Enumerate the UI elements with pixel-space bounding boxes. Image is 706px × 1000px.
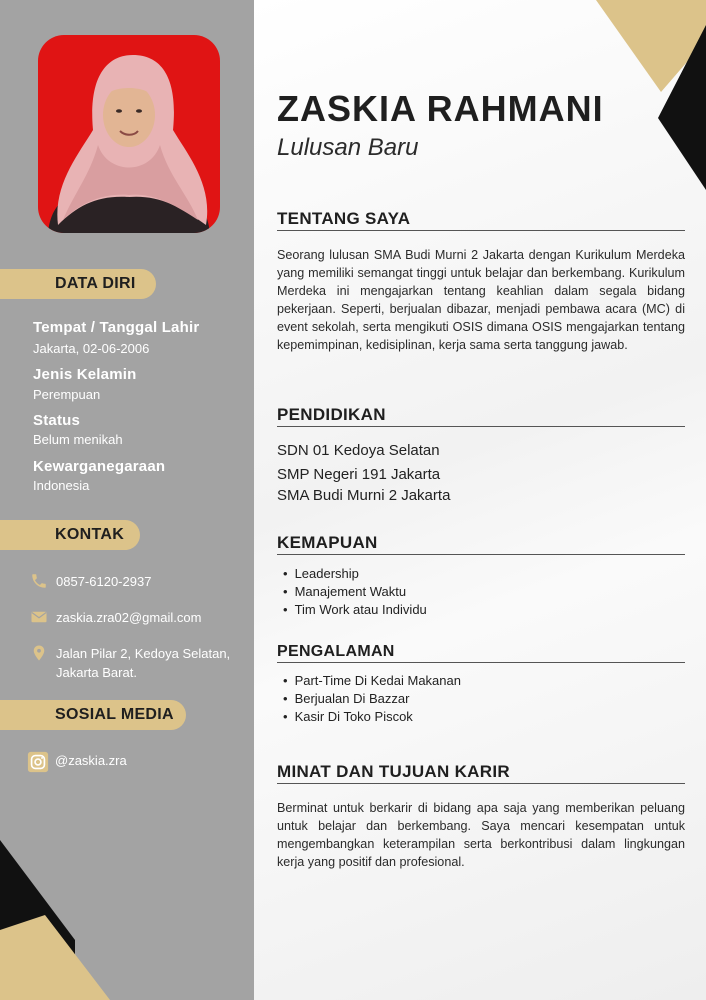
about-text: Seorang lulusan SMA Budi Murni 2 Jakarta dengan Kurikulum Merdeka yang memiliki semangat tinggi untuk belajar dan berkembang. Kurikulum Merdeka ini mengajarkan tentang keahlian dalam segala bidang pekerjaan. Seperti, berjualan dibazar, menjadi pembawa acara (MC) di event sekolah, serta mengikuti OSIS dimana OSIS mengajarkan tentang kepemimpinan, kedisiplinan, kerja sama serta tanggung jawab. [277,248,685,352]
birth-label: Tempat / Tanggal Lahir [33,319,200,336]
sosial-media-heading: SOSIAL MEDIA [0,700,186,730]
address-row [30,644,230,682]
skill-item: • Tim Work atau Individu [283,601,427,619]
address [56,644,230,682]
address-line-1: Jalan Pilar 2, Kedoya Selatan, [56,646,231,661]
experience-heading: PENGALAMAN [277,643,685,663]
corner-decoration [0,820,254,1000]
data-diri-heading: DATA DIRI [0,269,156,299]
education-item-2: SMP Negeri 191 Jakarta [277,466,441,483]
career-text: Berminat untuk berkarir di bidang apa saja yang memberikan peluang untuk belajar dan berkembang. Saya mencari kesempatan untuk mengembangkan keterampilan serta berkontribusi dalam lingkungan kerja yang positif dan profesional. [277,801,685,869]
experience-item: • Part-Time Di Kedai Makanan [283,672,461,690]
career-heading: MINAT DAN TUJUAN KARIR [277,762,685,784]
status-value: Belum menikah [33,432,123,447]
instagram-icon [27,751,49,773]
location-pin-icon [30,644,48,662]
address-line-2: Jakarta Barat. [56,665,137,680]
status-label: Status [33,412,81,429]
mail-icon [30,608,48,626]
full-name: ZASKIA RAHMANI [277,88,604,129]
citizenship-label: Kewarganegaraan [33,458,166,475]
phone-row [30,572,151,591]
email-address[interactable]: zaskia.zra02@gmail.com [56,610,202,625]
profile-photo [38,35,220,233]
instagram-row [27,751,127,773]
gender-label: Jenis Kelamin [33,366,137,383]
phone-number[interactable]: 0857-6120-2937 [56,574,152,589]
top-right-decoration [596,0,706,200]
citizenship-value: Indonesia [33,478,90,493]
gender-value: Perempuan [33,387,101,402]
experience-item: • Kasir Di Toko Piscok [283,708,461,726]
skill-item: • Manajement Waktu [283,583,427,601]
about-heading: TENTANG SAYA [277,209,685,231]
job-title: Lulusan Baru [277,134,419,161]
experience-item: • Berjualan Di Bazzar [283,690,461,708]
instagram-handle[interactable]: @zaskia.zra [55,753,127,768]
skills-list [283,565,427,619]
birth-value: Jakarta, 02-06-2006 [33,341,150,356]
skills-heading: KEMAPUAN [277,533,685,555]
sidebar [0,0,254,1000]
experience-list [283,672,461,726]
skill-item: • Leadership [283,565,427,583]
email-row [30,608,201,627]
education-item-1: SDN 01 Kedoya Selatan [277,442,440,459]
phone-icon [30,572,48,590]
education-heading: PENDIDIKAN [277,405,685,427]
kontak-heading: KONTAK [0,520,140,550]
profile-photo-illustration [38,35,220,233]
education-item-3: SMA Budi Murni 2 Jakarta [277,487,451,504]
